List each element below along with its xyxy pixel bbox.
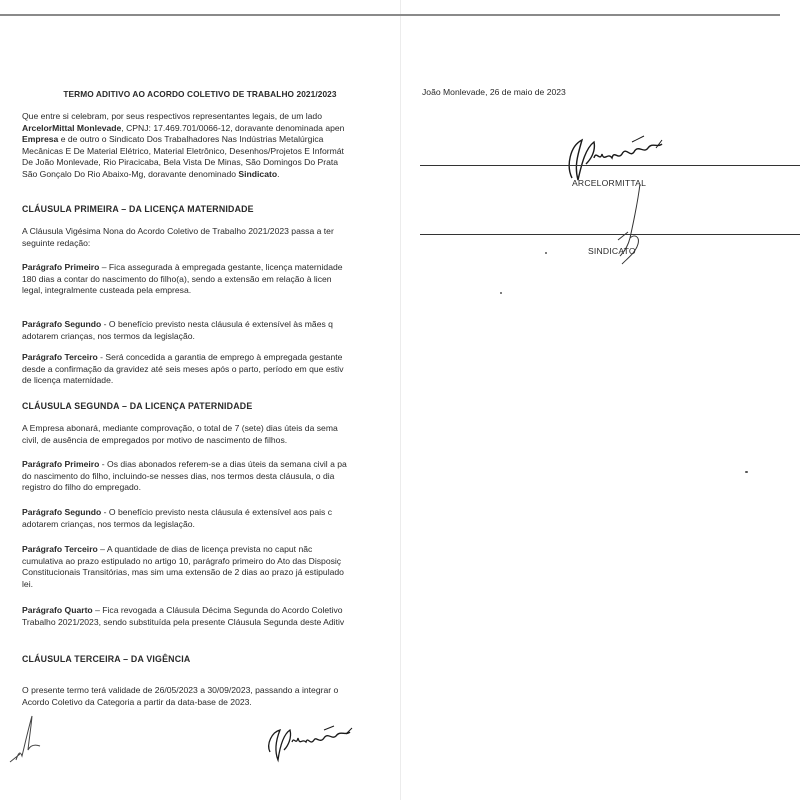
clause1-paragraph2	[22, 319, 400, 342]
paragraph-line: - O benefício previsto nesta cláusula é extensível às mães q	[101, 319, 333, 329]
company-term: Empresa	[22, 134, 59, 144]
clause-line: Acordo Coletivo da Categoria a partir da data-base de 2023.	[22, 696, 252, 707]
paragraph-line: registro do filho do empregado.	[22, 482, 141, 492]
company-name: ArcelorMittal Monlevade	[22, 122, 122, 133]
clause-line: A Cláusula Vigésima Nona do Acordo Coletivo de Trabalho 2021/2023 passa a ter	[22, 226, 334, 236]
paragraph-label: Parágrafo Terceiro	[22, 352, 98, 362]
intro-line: Mecânicas E De Material Elétrico, Material Eletrônico, Desenhos/Projetos E Informát	[22, 145, 344, 156]
paragraph-label: Parágrafo Quarto	[22, 605, 93, 615]
clause-line: A Empresa abonará, mediante comprovação, o total de 7 (sete) dias úteis da sema	[22, 423, 338, 433]
intro-line: , CPNJ: 17.469.701/0066-12, doravante denominada apen	[121, 122, 345, 133]
paragraph-line: do nascimento do filho, incluindo-se nesses dias, nos termos desta cláusula, o dia	[22, 470, 335, 481]
clause-line: civil, de ausência de empregados por motivo de nascimento de filhos.	[22, 434, 288, 445]
clause-line: seguinte redação:	[22, 237, 91, 248]
clause1-paragraph3	[22, 352, 400, 387]
paragraph-line: - Os dias abonados referem-se a dias úteis da semana civil a pa	[99, 459, 347, 469]
paragraph-line: Constitucionais Transitórias, mas sim uma extensão de 2 dias ao prazo já estipulado	[22, 567, 344, 577]
scan-edge-line	[400, 14, 780, 16]
clause-line: O presente termo terá validade de 26/05/2023 a 30/09/2023, passando a integrar o	[22, 685, 339, 695]
paragraph-line: adotarem crianças, nos termos da legislação.	[22, 518, 195, 529]
right-page	[400, 0, 800, 800]
scan-speck	[500, 292, 502, 294]
initials-signature	[6, 710, 56, 765]
clause2-text	[22, 423, 400, 446]
clause1-paragraph1	[22, 262, 400, 297]
signature-label-union: SINDICATO	[588, 246, 636, 256]
clause2-heading: CLÁUSULA SEGUNDA – DA LICENÇA PATERNIDADE	[22, 401, 253, 411]
paragraph-line: cumulativa ao prazo estipulado no artigo 10, parágrafo primeiro do Ato das Disposiç	[22, 555, 342, 566]
intro-line: Que entre si celebram, por seus respectivos representantes legais, de um lado	[22, 111, 322, 121]
clause1-heading: CLÁUSULA PRIMEIRA – DA LICENÇA MATERNIDADE	[22, 204, 254, 214]
clause1-text	[22, 226, 400, 249]
company-signature	[262, 716, 358, 768]
paragraph-line: adotarem crianças, nos termos da legislação.	[22, 330, 195, 341]
arcelormittal-signature	[558, 126, 670, 186]
union-term: Sindicato	[238, 168, 278, 179]
clause2-paragraph2	[22, 507, 400, 530]
paragraph-label: Parágrafo Primeiro	[22, 459, 100, 469]
paragraph-label: Parágrafo Segundo	[22, 319, 102, 329]
clause3-text	[22, 685, 400, 708]
paragraph-line: - Será concedida a garantia de emprego à empregada gestante	[97, 352, 343, 362]
clause2-paragraph3	[22, 544, 400, 590]
paragraph-line: – Fica assegurada à empregada gestante, licença maternidade	[99, 262, 343, 272]
place-date: João Monlevade, 26 de maio de 2023	[422, 87, 566, 97]
intro-line: e de outro o Sindicato Dos Trabalhadores Nas Indústrias Metalúrgica	[58, 134, 324, 144]
intro-line: .	[277, 168, 280, 179]
intro-paragraph	[22, 111, 400, 180]
paragraph-line: desde a confirmação da gravidez até seis meses após o parto, período em que estiv	[22, 363, 344, 374]
paragraph-line: de licença maternidade.	[22, 375, 114, 385]
paragraph-line: – Fica revogada a Cláusula Décima Segunda do Acordo Coletivo	[92, 605, 343, 615]
signature-line-union	[420, 234, 800, 235]
paragraph-label: Parágrafo Segundo	[22, 507, 102, 517]
intro-line: De João Monlevade, Rio Piracicaba, Bela Vista De Minas, São Domingos Do Prata	[22, 157, 339, 167]
clause2-paragraph1	[22, 459, 400, 494]
paragraph-line: - O benefício previsto nesta cláusula é extensível aos pais c	[101, 507, 332, 517]
document-title: TERMO ADITIVO AO ACORDO COLETIVO DE TRABALHO 2021/2023	[63, 89, 337, 99]
clause2-paragraph4	[22, 605, 400, 628]
intro-line: São Gonçalo Do Rio Abaixo-Mg, doravante denominado	[22, 168, 239, 179]
paragraph-line: – A quantidade de dias de licença prevista no caput nãc	[97, 544, 313, 554]
signature-line-company	[420, 165, 800, 166]
signature-label-company: ARCELORMITTAL	[572, 178, 647, 188]
paragraph-line: legal, integralmente custeada pela empresa.	[22, 285, 192, 295]
paragraph-label: Parágrafo Terceiro	[22, 544, 98, 554]
scan-speck	[745, 471, 748, 473]
paragraph-line: Trabalho 2021/2023, sendo substituída pela presente Cláusula Segunda deste Aditiv	[22, 616, 345, 627]
scan-speck	[545, 252, 547, 254]
paragraph-line: 180 dias a contar do nascimento do filho(a), sendo a extensão em relação à licen	[22, 273, 332, 284]
clause3-heading: CLÁUSULA TERCEIRA – DA VIGÊNCIA	[22, 654, 191, 664]
sindicato-signature	[600, 180, 660, 270]
paragraph-label: Parágrafo Primeiro	[22, 262, 100, 272]
paragraph-line: lei.	[22, 578, 33, 589]
